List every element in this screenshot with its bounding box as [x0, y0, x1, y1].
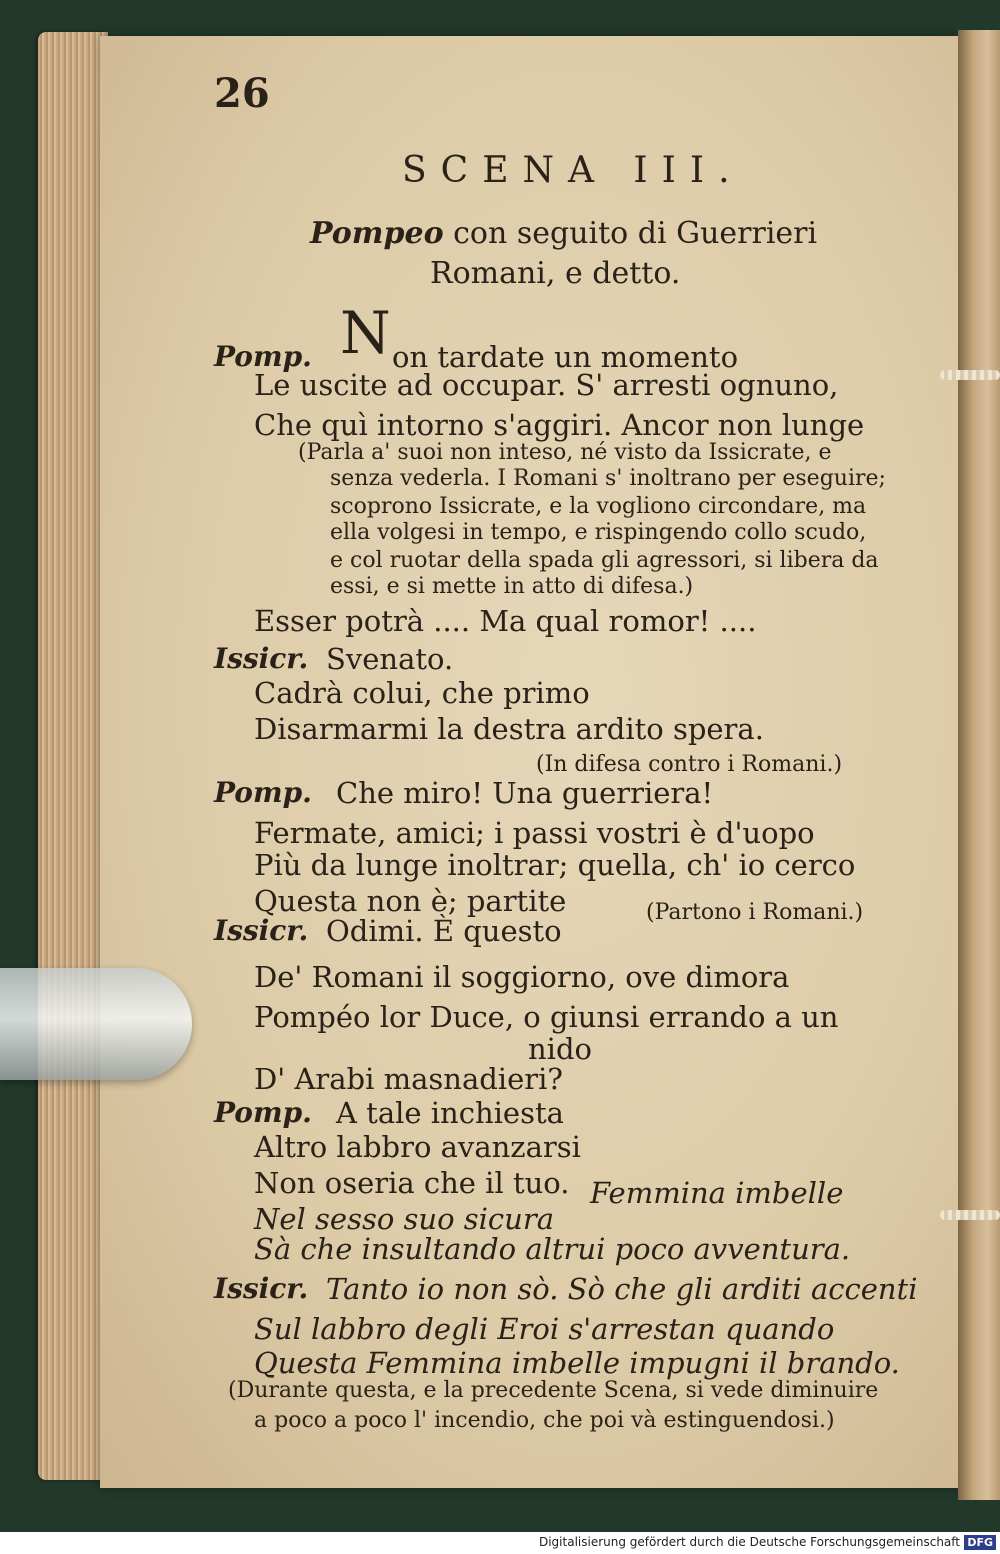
verse-line: Fermate, amici; i passi vostri è d'uopo: [254, 816, 815, 850]
speaker-name: Issicr.: [214, 1272, 309, 1305]
stage-direction: senza vederla. I Romani s' inoltrano per eseguire;: [330, 466, 886, 491]
verse-line: Tanto io non sò. Sò che gli arditi accenti: [326, 1272, 918, 1306]
speaker-name: Pomp.: [214, 340, 312, 373]
verse-line: Le uscite ad occupar. S' arresti ognuno,: [254, 368, 839, 402]
verse-line: A tale inchiesta: [336, 1096, 564, 1130]
footer-bar: [0, 1532, 1000, 1554]
aside-text: (Partono i Romani.): [646, 900, 864, 925]
drop-cap: N: [340, 299, 391, 367]
verse-line: Nel sesso suo sicura: [254, 1202, 554, 1236]
verse-line: nido: [528, 1032, 592, 1066]
aside-text: Femmina imbelle: [590, 1176, 844, 1210]
stage-direction: (Parla a' suoi non inteso, né visto da Issicrate, e: [298, 440, 832, 465]
funding-notice: Digitalisierung gefördert durch die Deutsche Forschungsgemeinschaft: [538, 1535, 960, 1549]
speaker-name: Issicr.: [214, 914, 309, 947]
verse-line: Odimi. È questo: [326, 914, 562, 948]
binding-thread: [940, 1210, 1000, 1220]
verse-line: Cadrà colui, che primo: [254, 676, 590, 710]
verse-line: D' Arabi masnadieri?: [254, 1062, 563, 1096]
verse-line: De' Romani il soggiorno, ove dimora: [254, 960, 790, 994]
heading-rest: con seguito di Guerrieri: [443, 216, 818, 251]
stage-direction: a poco a poco l' incendio, che poi và estinguendosi.): [254, 1408, 835, 1433]
glass-weight: [0, 968, 192, 1080]
speaker-name: Issicr.: [214, 642, 309, 675]
stage-direction: scoprono Issicrate, e la vogliono circondare, ma: [330, 494, 867, 519]
book-gutter: [958, 30, 1000, 1500]
scene-heading-line2: Romani, e detto.: [430, 256, 681, 291]
stage-direction: essi, e si mette in atto di difesa.): [330, 574, 694, 599]
verse-line: Pompéo lor Duce, o giunsi errando a un: [254, 1000, 839, 1034]
verse-line: Questa non è; partite: [254, 884, 567, 918]
dfg-logo: DFG: [964, 1535, 996, 1550]
verse-line: Altro labbro avanzarsi: [254, 1130, 581, 1164]
verse-line: Che quì intorno s'aggiri. Ancor non lunge: [254, 408, 865, 442]
verse-line: on tardate un momento: [392, 340, 739, 374]
verse-line: Sà che insultando altrui poco avventura.: [254, 1232, 851, 1266]
binding-thread: [940, 370, 1000, 380]
verse-line: Questa Femmina imbelle impugni il brando.: [254, 1346, 900, 1380]
verse-line: Sul labbro degli Eroi s'arrestan quando: [254, 1312, 835, 1346]
verse-line: Non oseria che il tuo.: [254, 1166, 570, 1200]
page-number: 26: [214, 70, 270, 117]
speaker-name: Pomp.: [214, 1096, 312, 1129]
verse-line: Esser potrà .... Ma qual romor! ....: [254, 604, 757, 638]
stage-direction: ella volgesi in tempo, e rispingendo collo scudo,: [330, 520, 867, 545]
verse-line: Disarmarmi la destra ardito spera.: [254, 712, 764, 746]
speaker-name: Pomp.: [214, 776, 312, 809]
scene-heading: [310, 216, 817, 251]
verse-line: Svenato.: [326, 642, 454, 676]
page-edges: [38, 32, 108, 1480]
stage-direction: e col ruotar della spada gli agressori, si libera da: [330, 548, 879, 573]
scene-title: SCENA III.: [402, 150, 744, 191]
heading-name: Pompeo: [310, 216, 444, 251]
verse-line: Che miro! Una guerriera!: [336, 776, 714, 810]
stage-direction: (In difesa contro i Romani.): [536, 752, 843, 777]
verse-line: Più da lunge inoltrar; quella, ch' io cerco: [254, 848, 856, 882]
stage-direction: (Durante questa, e la precedente Scena, si vede diminuire: [228, 1378, 879, 1403]
